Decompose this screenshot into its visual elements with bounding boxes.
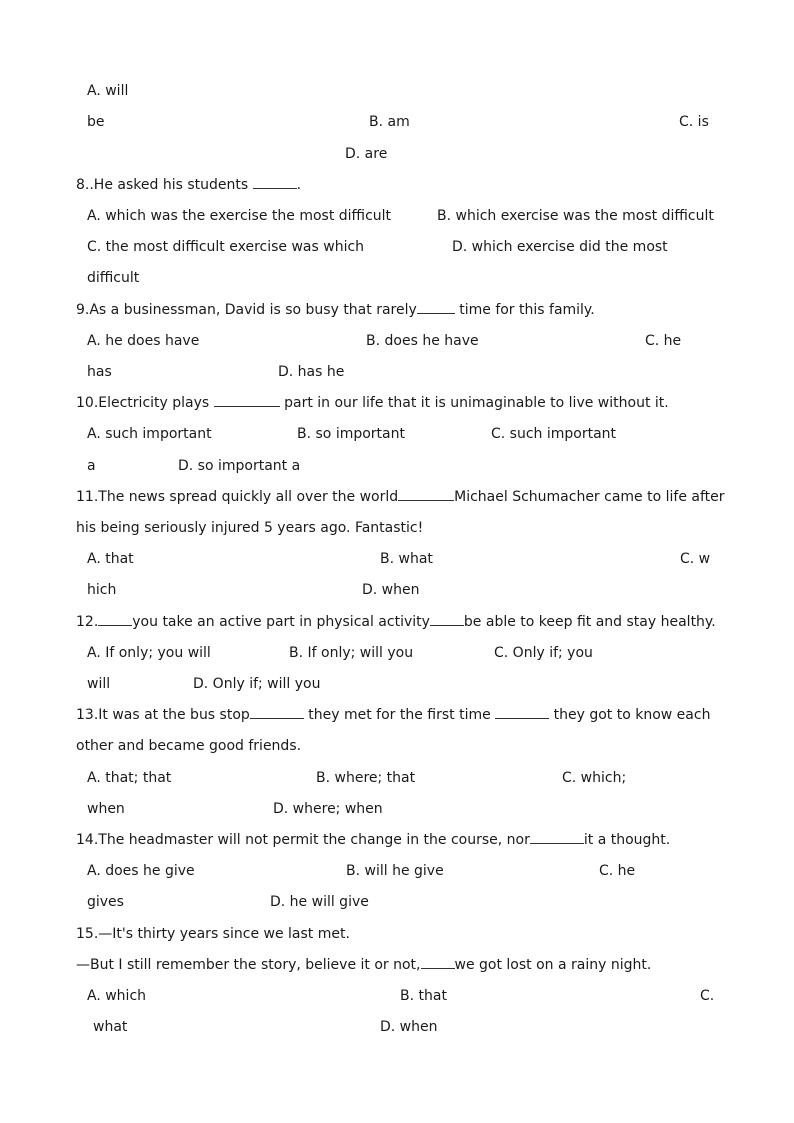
q12-option-a: A. If only; you will — [87, 645, 211, 661]
q11-blank — [398, 488, 454, 501]
q14-option-c-cont: gives — [87, 894, 124, 910]
q10-blank — [214, 394, 280, 407]
q14-blank — [530, 831, 584, 844]
q14-option-b: B. will he give — [346, 863, 444, 879]
q13-option-b: B. where; that — [316, 770, 416, 786]
q9-blank — [417, 301, 455, 314]
q7-option-d: D. are — [345, 146, 388, 162]
q13-option-a: A. that; that — [87, 770, 172, 786]
q9-option-b: B. does he have — [366, 333, 479, 349]
q10-option-c: C. such important — [491, 426, 617, 442]
q8-stem — [76, 176, 301, 194]
q12-stem-end: be able to keep fit and stay healthy. — [463, 614, 716, 630]
q11-option-c-cont: hich — [87, 582, 117, 598]
q15-stem-end: we got lost on a rainy night. — [454, 957, 652, 973]
q13-stem-mid: they met for the first time — [308, 707, 491, 723]
q12-option-c: C. Only if; you — [494, 645, 593, 661]
q11-stem-end: Michael Schumacher came to life after — [454, 489, 725, 505]
q10-stem-end: part in our life that it is unimaginable to live without it. — [284, 395, 669, 411]
q7-option-a: A. will — [87, 83, 129, 99]
q14-option-d: D. he will give — [270, 894, 369, 910]
q15-stem-line1: 15.—It's thirty years since we last met. — [76, 926, 350, 942]
q10-option-b: B. so important — [297, 426, 405, 442]
q8-stem-text: 8..He asked his students — [76, 177, 249, 193]
q13-stem — [76, 706, 710, 724]
q15-option-b: B. that — [400, 988, 447, 1004]
q11-stem-line2: his being seriously injured 5 years ago. Fantastic! — [76, 520, 424, 536]
q14-stem-end: it a thought. — [583, 832, 671, 848]
q9-stem-end: time for this family. — [459, 302, 595, 318]
q13-option-d: D. where; when — [273, 801, 383, 817]
q14-stem-text: 14.The headmaster will not permit the change in the course, nor — [76, 832, 530, 848]
q15-option-a: A. which — [87, 988, 147, 1004]
q10-stem — [76, 394, 669, 412]
q12-blank-2 — [430, 613, 464, 626]
q9-stem-text: 9.As a businessman, David is so busy that rarely — [76, 302, 417, 318]
q15-blank — [421, 956, 455, 969]
q12-stem-mid: you take an active part in physical activity — [132, 614, 430, 630]
q8-option-d: D. which exercise did the most — [452, 239, 668, 255]
q13-stem-end: they got to know each — [553, 707, 711, 723]
q8-blank — [253, 176, 297, 189]
q12-option-d: D. Only if; will you — [193, 676, 321, 692]
q10-option-a: A. such important — [87, 426, 212, 442]
q14-option-c: C. he — [599, 863, 636, 879]
q14-stem — [76, 831, 670, 849]
q12-option-b: B. If only; will you — [289, 645, 414, 661]
q8-option-c: C. the most difficult exercise was which — [87, 239, 365, 255]
q9-option-c: C. he — [645, 333, 682, 349]
q10-option-d: D. so important a — [178, 458, 301, 474]
q9-stem — [76, 301, 595, 319]
q15-option-d: D. when — [380, 1019, 438, 1035]
q11-stem — [76, 488, 725, 506]
q12-stem-num: 12. — [76, 614, 99, 630]
q11-option-c: C. w — [680, 551, 711, 567]
q7-option-c: C. is — [679, 114, 709, 130]
q13-option-c: C. which; — [562, 770, 627, 786]
q11-option-a: A. that — [87, 551, 134, 567]
q7-option-b: B. am — [369, 114, 410, 130]
q15-stem-text: —But I still remember the story, believe it or not, — [76, 957, 421, 973]
q12-blank-1 — [98, 613, 132, 626]
q13-blank-1 — [250, 706, 304, 719]
q11-option-d: D. when — [362, 582, 420, 598]
q13-option-c-cont: when — [87, 801, 125, 817]
q15-option-c-cont: what — [93, 1019, 128, 1035]
q8-stem-end: . — [296, 177, 302, 193]
q8-option-b: B. which exercise was the most difficult — [437, 208, 714, 224]
q12-option-c-cont: will — [87, 676, 111, 692]
q13-stem-text: 13.It was at the bus stop — [76, 707, 250, 723]
q15-stem — [76, 956, 651, 974]
q15-option-c: C. — [700, 988, 715, 1004]
q11-option-b: B. what — [380, 551, 433, 567]
q8-option-a: A. which was the exercise the most difficult — [87, 208, 392, 224]
q12-stem — [76, 613, 716, 631]
q7-option-a-cont: be — [87, 114, 105, 130]
q14-option-a: A. does he give — [87, 863, 195, 879]
q11-stem-text: 11.The news spread quickly all over the world — [76, 489, 399, 505]
q10-stem-text: 10.Electricity plays — [76, 395, 210, 411]
q8-option-d-cont: difficult — [87, 270, 140, 286]
q9-option-d: D. has he — [278, 364, 345, 380]
q13-stem-line2: other and became good friends. — [76, 738, 302, 754]
q13-blank-2 — [495, 706, 549, 719]
q9-option-c-cont: has — [87, 364, 112, 380]
q9-option-a: A. he does have — [87, 333, 200, 349]
q10-option-c-cont: a — [87, 458, 96, 474]
